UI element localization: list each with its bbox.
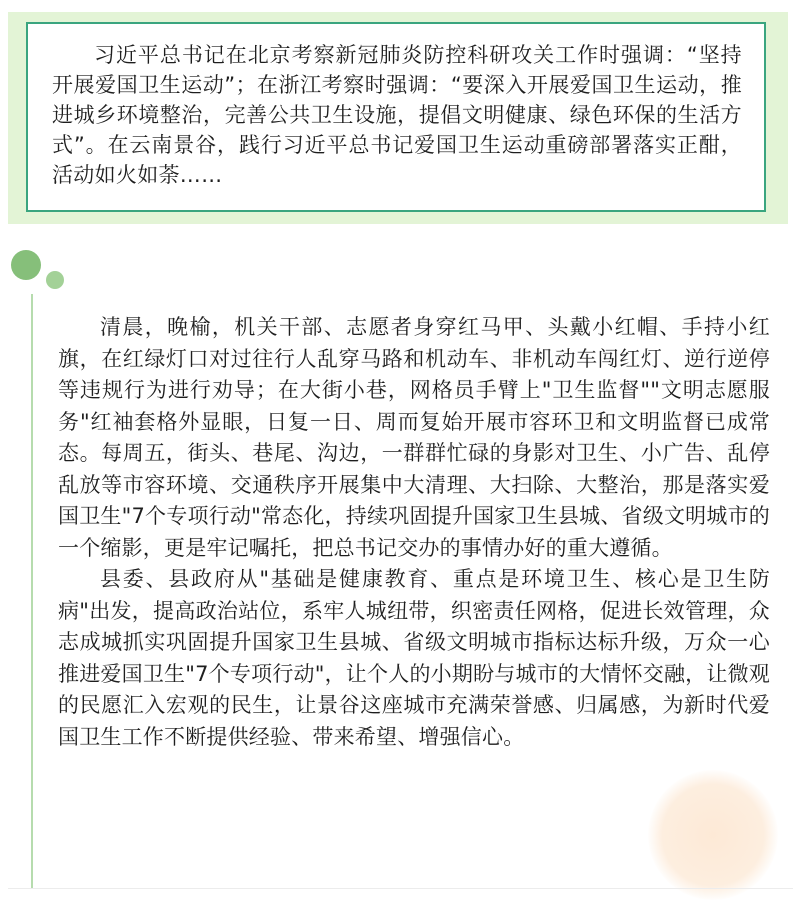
decorative-peach-circle [648, 770, 778, 900]
bottom-divider [8, 888, 793, 889]
article-paragraph-1: 清晨，晚榆，机关干部、志愿者身穿红马甲、头戴小红帽、手持小红旗，在红绿灯口对过往行人乱穿马路和机动车、非机动车闯红灯、逆行逆停等违规行为进行劝导；在大街小巷，网格员手臂上"卫生监督""文明志愿服务"红袖套格外显眼，日复一日、周而复始开展市容环卫和文明监督已成常态。每周五，街头、巷尾、沟边，一群群忙碌的身影对卫生、小广告、乱停乱放等市容环境、交通秩序开展集中大清理、大扫除、大整治，那是落实爱国卫生"7个专项行动"常态化，持续巩固提升国家卫生县城、省级文明城市的一个缩影，更是牢记嘱托，把总书记交办的事情办好的重大遵循。 [58, 315, 770, 560]
decorative-dot-small [46, 271, 64, 289]
quote-box [26, 22, 766, 212]
article-body [58, 312, 770, 753]
quote-text: 习近平总书记在北京考察新冠肺炎防控科研攻关工作时强调：“坚持开展爱国卫生运动”；在浙江考察时强调：“要深入开展爱国卫生运动，推进城乡环境整治，完善公共卫生设施，提倡文明健康、绿色环保的生活方式”。在云南景谷，践行习近平总书记爱国卫生运动重磅部署落实正酣，活动如火如荼…… [52, 43, 742, 187]
decorative-vertical-line [31, 294, 33, 889]
article-paragraph-2: 县委、县政府从"基础是健康教育、重点是环境卫生、核心是卫生防病"出发，提高政治站位，系牢人城纽带，织密责任网格，促进长效管理，众志成城抓实巩固提升国家卫生县城、省级文明城市指标达标升级，万众一心推进爱国卫生"7个专项行动"，让个人的小期盼与城市的大情怀交融，让微观的民愿汇入宏观的民生，让景谷这座城市充满荣誉感、归属感，为新时代爱国卫生工作不断提供经验、带来希望、增强信心。 [58, 567, 770, 749]
decorative-dot-large [11, 250, 41, 280]
